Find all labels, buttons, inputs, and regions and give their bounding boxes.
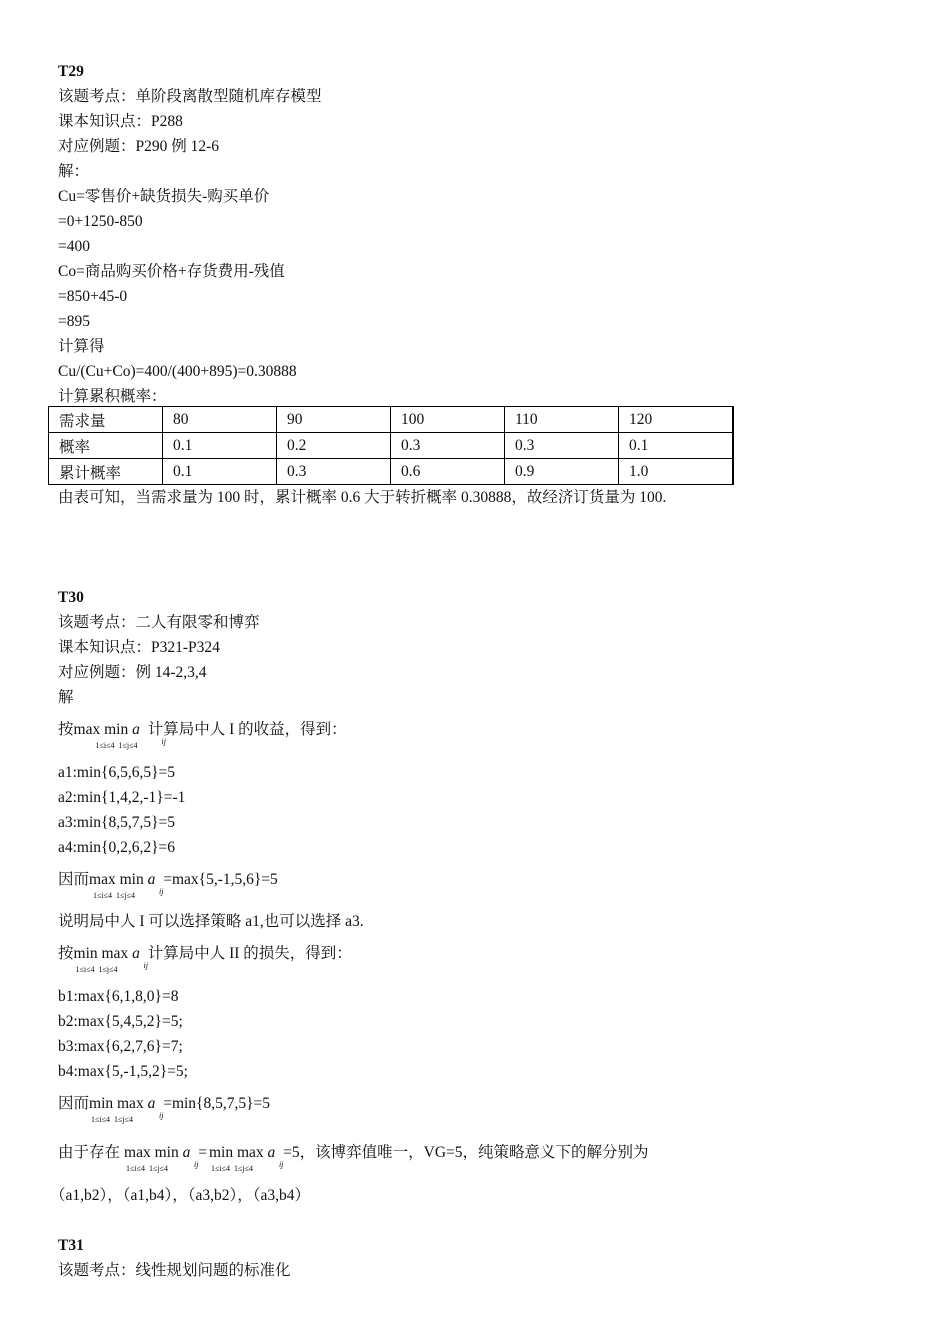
matrix-variable: a [147, 1095, 156, 1112]
t30-kaodian: 该题考点：二人有限零和博弈 [58, 614, 260, 631]
saddle-minmax [208, 1143, 284, 1173]
matrix-variable: a [132, 945, 140, 962]
t30-liti: 对应例题：例 14-2,3,4 [58, 664, 207, 681]
a1-row: a1:min{6,5,6,5}=5 [58, 764, 176, 781]
yin2-line [58, 1094, 271, 1124]
co-result: =895 [58, 313, 90, 330]
table-cell: 1.0 [619, 459, 734, 485]
subscript-ij: ij [143, 961, 148, 970]
yin1-result: =max{5,-1,5,6}=5 [163, 871, 278, 888]
yin2-expression [89, 1094, 164, 1124]
matrix-variable: a [267, 1144, 276, 1161]
subscript-ij: ij [159, 1111, 164, 1120]
table-cell: 120 [619, 407, 734, 433]
maxmin-expression [73, 720, 166, 750]
calc-label: 计算得 [58, 338, 105, 355]
index-j-range: 1≤j≤4 [114, 1115, 134, 1124]
cu-formula: Cu=零售价+缺货损失-购买单价 [58, 188, 270, 205]
index-j-range: 1≤j≤4 [149, 1164, 169, 1173]
equals-sign: = [198, 1144, 207, 1161]
t30-zhishi: 课本知识点：P321-P324 [58, 639, 220, 656]
saddle-suffix: =5，该博弈值唯一，VG=5，纯策略意义下的解分别为 [283, 1144, 649, 1161]
minmax-operator: min max [73, 945, 129, 962]
critical-ratio: Cu/(Cu+Co)=400/(400+895)=0.30888 [58, 363, 297, 380]
subscript-ij: ij [194, 1160, 199, 1169]
t29-liti: 对应例题：P290 例 12-6 [58, 138, 220, 155]
matrix-variable: a [147, 871, 156, 888]
index-i-range: 1≤i≤4 [210, 1164, 230, 1173]
minmax-prefix: 按 [58, 945, 74, 962]
yin1-line [58, 870, 278, 900]
subscript-ij: ij [159, 887, 164, 896]
t29-zhishi: 课本知识点：P288 [58, 113, 183, 130]
index-j-range: 1≤j≤4 [233, 1164, 253, 1173]
t29-conclusion: 由表可知，当需求量为 100 时，累计概率 0.6 大于转折概率 0.30888，故经济订货量为 100. [58, 489, 667, 506]
table-cell: 0.3 [505, 433, 619, 459]
saddle-prefix: 由于存在 [58, 1144, 121, 1161]
b4-row: b4:max{5,-1,5,2}=5; [58, 1063, 188, 1080]
maxmin-suffix: 计算局中人 I 的收益，得到： [147, 721, 347, 738]
table-row [49, 407, 734, 433]
t30-title: T30 [58, 589, 84, 606]
table-row [49, 459, 734, 485]
maxmin-operator: max min [89, 871, 144, 888]
t31-kaodian: 该题考点：线性规划问题的标准化 [58, 1262, 291, 1279]
table-cell: 0.1 [163, 459, 277, 485]
strategy-note: 说明局中人 I 可以选择策略 a1,也可以选择 a3. [58, 913, 364, 930]
index-i-range: 1≤i≤4 [95, 741, 115, 750]
co-formula: Co=商品购买价格+存货费用-残值 [58, 263, 285, 280]
t29-jie: 解： [58, 163, 90, 180]
index-j-range: 1≤j≤4 [98, 965, 118, 974]
saddle-line [58, 1143, 649, 1173]
minmax-operator: min max [89, 1095, 144, 1112]
maxmin-operator: max min [73, 721, 129, 738]
minmax-line [58, 944, 352, 974]
cu-result: =400 [58, 238, 90, 255]
subscript-ij: ij [161, 737, 166, 746]
table-cell: 0.1 [163, 433, 277, 459]
b1-row: b1:max{6,1,8,0}=8 [58, 988, 179, 1005]
table-cell: 80 [163, 407, 277, 433]
table-cell: 累计概率 [49, 459, 163, 485]
t31-title: T31 [58, 1237, 84, 1254]
yin1-prefix: 因而 [58, 871, 90, 888]
yin2-result: =min{8,5,7,5}=5 [163, 1095, 271, 1112]
index-i-range: 1≤i≤4 [126, 1164, 146, 1173]
cumulative-label: 计算累积概率： [58, 388, 167, 405]
minmax-expression [73, 944, 148, 974]
index-i-range: 1≤i≤4 [91, 1115, 111, 1124]
b2-row: b2:max{5,4,5,2}=5; [58, 1013, 183, 1030]
table-cell: 0.1 [619, 433, 734, 459]
solution-list: （a1,b2），（a1,b4），（a3,b2），（a3,b4） [50, 1187, 311, 1204]
probability-table [48, 406, 734, 485]
index-j-range: 1≤j≤4 [118, 741, 138, 750]
table-row [49, 433, 734, 459]
t29-kaodian: 该题考点：单阶段离散型随机库存模型 [58, 88, 322, 105]
table-cell: 0.2 [277, 433, 391, 459]
t30-jie: 解 [58, 689, 74, 706]
cu-step: =0+1250-850 [58, 213, 143, 230]
table-cell: 概率 [49, 433, 163, 459]
maxmin-operator: max min [124, 1144, 179, 1161]
b3-row: b3:max{6,2,7,6}=7; [58, 1038, 183, 1055]
table-cell: 0.6 [391, 459, 505, 485]
matrix-variable: a [182, 1144, 191, 1161]
index-j-range: 1≤j≤4 [116, 891, 136, 900]
table-cell: 需求量 [49, 407, 163, 433]
co-step: =850+45-0 [58, 288, 128, 305]
table-cell: 110 [505, 407, 619, 433]
table-cell: 0.3 [277, 459, 391, 485]
a2-row: a2:min{1,4,2,-1}=-1 [58, 789, 186, 806]
saddle-maxmin [124, 1143, 199, 1173]
table-cell: 0.3 [391, 433, 505, 459]
maxmin-prefix: 按 [58, 721, 74, 738]
t29-title: T29 [58, 63, 84, 80]
index-i-range: 1≤i≤4 [75, 965, 95, 974]
a3-row: a3:min{8,5,7,5}=5 [58, 814, 176, 831]
minmax-operator: min max [208, 1144, 264, 1161]
a4-row: a4:min{0,2,6,2}=6 [58, 839, 176, 856]
yin1-expression [89, 870, 164, 900]
table-cell: 90 [277, 407, 391, 433]
matrix-variable: a [132, 721, 140, 738]
table-cell: 100 [391, 407, 505, 433]
minmax-suffix: 计算局中人 II 的损失，得到： [147, 945, 352, 962]
index-i-range: 1≤i≤4 [93, 891, 113, 900]
maxmin-line [58, 720, 347, 750]
yin2-prefix: 因而 [58, 1095, 90, 1112]
table-cell: 0.9 [505, 459, 619, 485]
subscript-ij: ij [278, 1160, 284, 1169]
